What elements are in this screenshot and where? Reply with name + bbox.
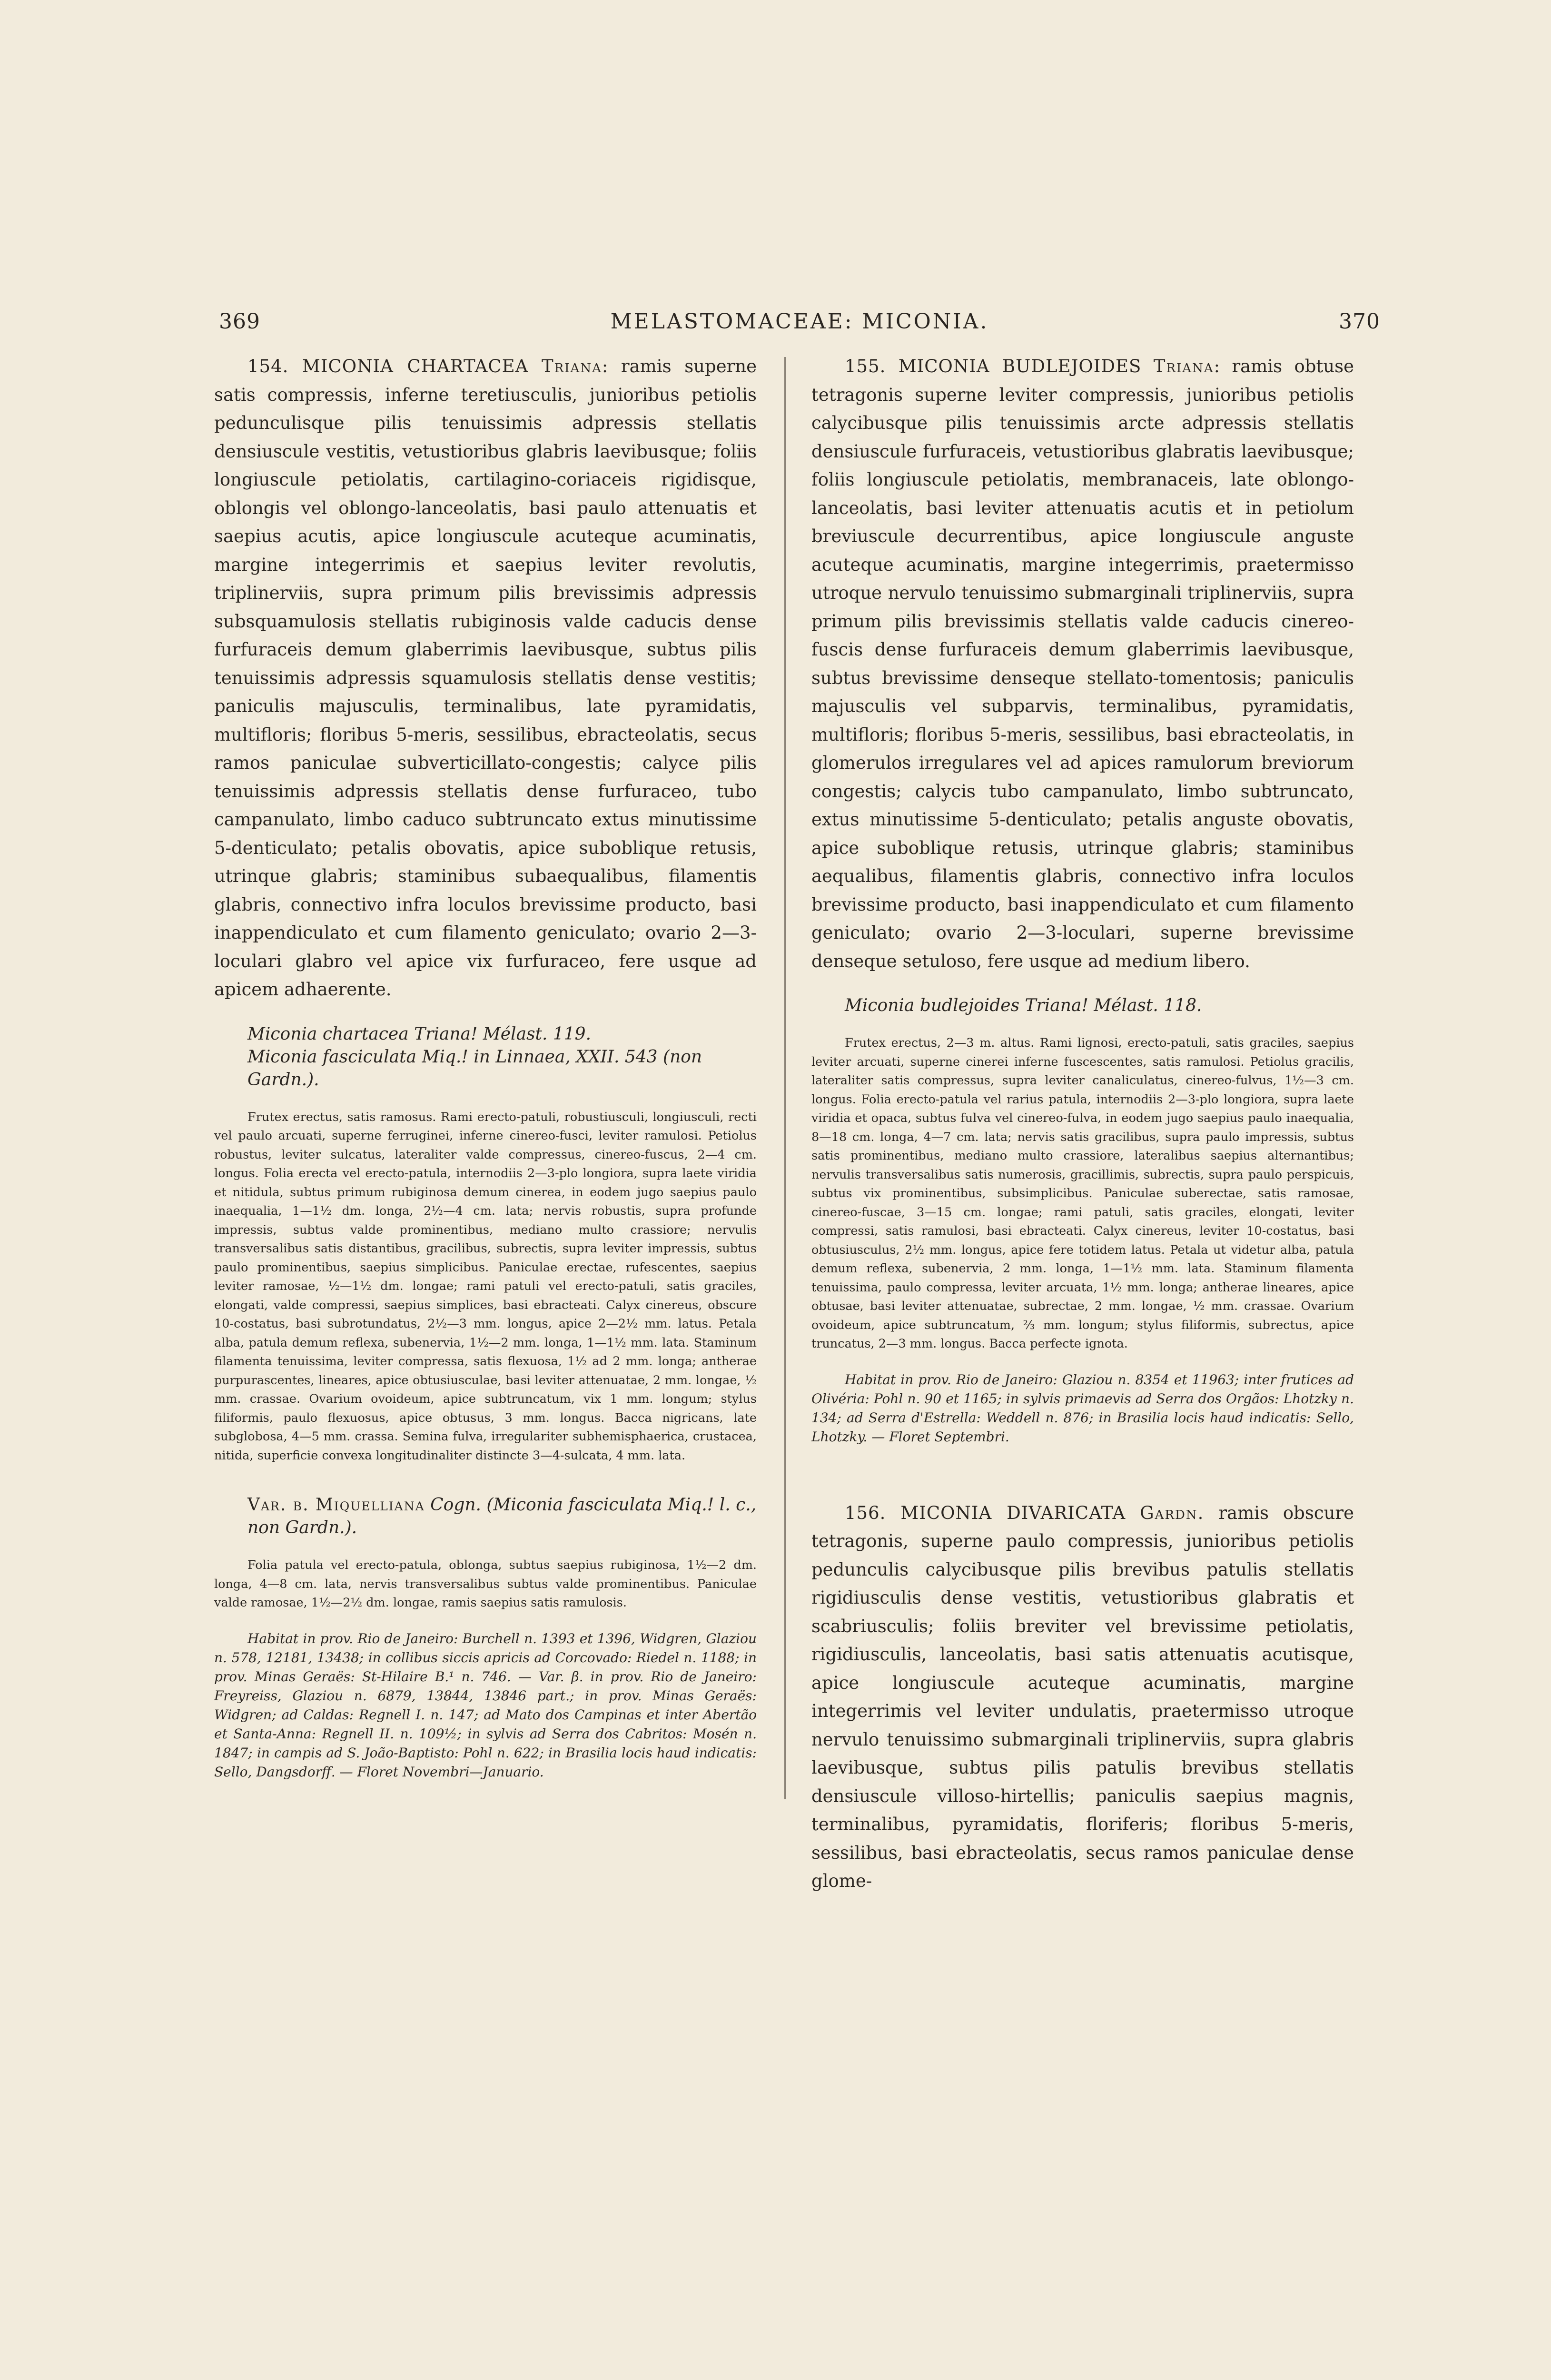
species-156-description (811, 1499, 1354, 1895)
page-header (219, 309, 1380, 338)
variety-beta-reference: Cogn. (Miconia fasciculata Miq.! l. c., non Gardn.). (247, 1495, 757, 1537)
species-156-heading: 156. MICONIA DIVARICATA (845, 1502, 1126, 1523)
species-155-detailed-description: Frutex erectus, 2—3 m. altus. Rami lignosi, erecto-patuli, satis graciles, saepius leviter arcuati, superne cinerei inferne fuscescentes, satis ramulosi. Petiolus gracilis, lateraliter satis compressus, supra leviter canaliculatus, cinereo-fulvus, 1½—3 cm. longus. Folia erecto-patula vel rarius patula, internodiis 2—3-plo longiora, supra laete viridia et opaca, subtus fulva vel cinereo-fulva, in eodem jugo saepius paulo inaequalia, 8—18 cm. longa, 4—7 cm. lata; nervis satis gracilibus, supra paulo impressis, subtus satis prominentibus, mediano multo crassiore, lateralibus saepius alternantibus; nervulis transversalibus satis numerosis, gracillimis, subrectis, supra paulo perspicuis, subtus vix prominentibus, subsimplicibus. Paniculae suberectae, satis ramosae, cinereo-fuscae, 3—15 cm. longae; rami patuli, satis graciles, elongati, leviter compressi, satis ramulosi, basi ebracteati. Calyx cinereus, leviter 10-costatus, basi obtusiusculus, 2½ mm. longus, apice fere totidem latus. Petala ut videtur alba, patula demum reflexa, subenervia, 2 mm. longa, 1—1½ mm. lata. Staminum filamenta tenuissima, paulo compressa, leviter arcuata, 1½ mm. longa; antherae lineares, apice obtusae, basi leviter attenuatae, subrectae, 2 mm. longae, ½ mm. crassae. Ovarium ovoideum, apice subtruncatum, ⅔ mm. longum; stylus filiformis, subrectus, apice truncatus, 2—3 mm. longus. Bacca perfecte ignota. (811, 1036, 1354, 1351)
species-155-diagnosis: : ramis obtuse tetragonis superne leviter compressis, junioribus petiolis calycibusque pilis tenuissimis arcte adpressis stellatis densiuscule furfuraceis, vetustioribus glabratis laevibusque; foliis longiuscule petiolatis, membranaceis, late oblongo-lanceolatis, basi leviter attenuatis acutis et in petiolum breviuscule decurrentibus, apice longiuscule anguste acuteque acuminatis, margine integerrimis, praetermisso utroque nervulo tenuissimo submarginali triplinerviis, supra primum pilis brevissimis stellatis valde caducis cinereo-fuscis dense furfuraceis demum glaberrimis laevibusque, subtus brevissime denseque stellato-tomentosis; paniculis majusculis vel subparvis, terminalibus, pyramidatis, multifloris; floribus 5-meris, sessilibus, basi ebracteolatis, in glomerulos irregulares vel ad apices ramulorum breviorum congestis; calycis tubo campanulato, limbo subtruncato, extus minutissime 5-denticulato; petalis anguste obovatis, apice suboblique retusis, utrinque glabris; staminibus aequalibus, filamentis glabris, connectivo infra loculos brevissime producto, basi inappendiculato et cum filamento geniculato; ovario 2—3-loculari, superne brevissime denseque setuloso, fere usque ad medium libero. (811, 356, 1354, 972)
species-154-references (214, 1023, 757, 1091)
species-154-ref-1: Miconia chartacea Triana! Mélast. 119. (247, 1024, 592, 1044)
species-156-diagnosis: ramis obscure tetragonis, superne paulo compressis, junioribus petiolis pedunculis calycibusque pilis brevibus patulis stellatis rigidiusculis dense vestitis, vetustioribus glabratis et scabriusculis; foliis breviter vel brevissime petiolatis, rigidiusculis, lanceolatis, basi satis attenuatis acutisque, apice longiuscule acuteque acuminatis, margine integerrimis vel leviter undulatis, praetermisso utroque nervulo tenuissimo submarginali triplinerviis, supra glabris laevibusque, subtus pilis patulis brevibus stellatis densiuscule villoso-hirtellis; paniculis saepius magnis, terminalibus, pyramidatis, floriferis; floribus 5-meris, sessilibus, basi ebracteolatis, secus ramos paniculae dense glome- (811, 1502, 1354, 1891)
species-154-author: Triana (542, 356, 602, 377)
species-154-ref-2: Miconia fasciculata Miq.! in Linnaea, XXII. 543 (non Gardn.). (247, 1047, 702, 1090)
species-154-habitat: Habitat in prov. Rio de Janeiro: Burchell n. 1393 et 1396, Widgren, Glaziou n. 578, 12181, 13438; in collibus siccis apricis ad Corcovado: Riedel n. 1188; in prov. Minas Geraës: St-Hilaire B.¹ n. 746. — Var. β. in prov. Rio de Janeiro: Freyreiss, Glaziou n. 6879, 13844, 13846 part.; in prov. Minas Geraës: Widgren; ad Caldas: Regnell I. n. 147; ad Mato dos Campinas et inter Abertão et Santa-Anna: Regnell II. n. 109½; in sylvis ad Serra dos Cabritos: Mosén n. 1847; in campis ad S. João-Baptisto: Pohl n. 622; in Brasilia locis haud indicatis: Sello, Dangsdorff. — Floret Novembri—Januario. (214, 1630, 757, 1780)
running-title: MELASTOMACEAE: MICONIA. (610, 309, 989, 334)
left-column (214, 352, 757, 1782)
species-155-author: Triana (1153, 356, 1214, 377)
species-156-author: Gardn. (1140, 1502, 1205, 1523)
right-column (811, 352, 1354, 1895)
species-154-description (214, 352, 757, 1004)
species-155-ref-1: Miconia budlejoides Triana! Mélast. 118. (845, 996, 1202, 1015)
variety-beta-description: Folia patula vel erecto-patula, oblonga, subtus saepius rubiginosa, 1½—2 dm. longa, 4—8 cm. lata, nervis transversalibus subtus valde prominentibus. Paniculae valde ramosae, 1½—2½ dm. longae, ramis saepius satis ramulosis. (214, 1558, 757, 1610)
species-155-references (811, 994, 1354, 1017)
species-155-description (811, 352, 1354, 975)
species-154-heading: 154. MICONIA CHARTACEA (247, 356, 529, 377)
column-divider (784, 357, 786, 1799)
page-number-right: 370 (1339, 309, 1380, 334)
species-154-diagnosis: : ramis superne satis compressis, inferne teretiusculis, junioribus petiolis pedunculisque pilis tenuissimis adpressis stellatis densiuscule vestitis, vetustioribus glabris laevibusque; foliis longiuscule petiolatis, cartilagino-coriaceis rigidisque, oblongis vel oblongo-lanceolatis, basi paulo attenuatis et saepius acutis, apice longiuscule acuteque acuminatis, margine integerrimis et saepius leviter revolutis, triplinerviis, supra primum pilis brevissimis adpressis subsquamulosis stellatis rubiginosis valde caducis dense furfuraceis demum glaberrimis laevibusque, subtus pilis tenuissimis adpressis squamulosis stellatis dense vestitis; paniculis majusculis, terminalibus, late pyramidatis, multifloris; floribus 5-meris, sessilibus, ebracteolatis, secus ramos paniculae subverticillato-congestis; calyce pilis tenuissimis adpressis stellatis dense furfuraceo, tubo campanulato, limbo caduco subtruncato extus minutissime 5-denticulato; petalis obovatis, apice suboblique retusis, utrinque glabris; staminibus subaequalibus, filamentis glabris, connectivo infra loculos brevissime producto, basi inappendiculato et cum filamento geniculato; ovario 2—3-loculari glabro vel apice vix furfuraceo, fere usque ad apicem adhaerente. (214, 356, 757, 1000)
page-number-left: 369 (219, 309, 260, 334)
species-155-habitat: Habitat in prov. Rio de Janeiro: Glaziou n. 8354 et 11963; inter frutices ad Olivéria: Pohl n. 90 et 1165; in sylvis primaevis ad Serra dos Orgãos: Lhotzky n. 134; ad Serra d'Estrella: Weddell n. 876; in Brasilia locis haud indicatis: Sello, Lhotzky. — Floret Septembri. (811, 1371, 1354, 1445)
variety-beta (214, 1494, 757, 1539)
species-155-heading: 155. MICONIA BUDLEJOIDES (845, 356, 1142, 377)
species-154-detailed-description: Frutex erectus, satis ramosus. Rami erecto-patuli, robustiusculi, longiusculi, recti vel paulo arcuati, superne ferruginei, inferne cinereo-fusci, leviter ramulosi. Petiolus robustus, leviter sulcatus, lateraliter valde compressus, cinereo-fuscus, 2—4 cm. longus. Folia erecta vel erecto-patula, internodiis 2—3-plo longiora, supra laete viridia et nitidula, subtus primum rubiginosa demum cinerea, in eodem jugo saepius paulo inaequalia, 1—1½ dm. longa, 2½—4 cm. lata; nervis robustis, supra profunde impressis, subtus valde prominentibus, mediano multo crassiore; nervulis transversalibus satis distantibus, gracilibus, subrectis, supra leviter impressis, subtus paulo prominentibus, saepius simplicibus. Paniculae erectae, rufescentes, saepius leviter ramosae, ½—1½ dm. longae; rami patuli vel erecto-patuli, satis graciles, elongati, valde compressi, saepius simplices, basi ebracteati. Calyx cinereus, obscure 10-costatus, basi subrotundatus, 2½—3 mm. longus, apice 2—2½ mm. latus. Petala alba, patula demum reflexa, subenervia, 1½—2 mm. longa, 1—1½ mm. lata. Staminum filamenta tenuissima, leviter compressa, satis flexuosa, 1½ ad 2 mm. longa; antherae purpurascentes, lineares, apice obtusiusculae, basi leviter attenuatae, 2 mm. longae, ½ mm. crassae. Ovarium ovoideum, apice subtruncatum, vix 1 mm. longum; stylus filiformis, paulo flexuosus, apice obtusus, 3 mm. longus. Bacca nigricans, late subglobosa, 4—5 mm. crassa. Semina fulva, irregulariter subhemisphaerica, crustacea, nitida, superficie convexa longitudinaliter distincte 3—4-sulcata, 4 mm. lata. (214, 1110, 757, 1463)
variety-beta-heading: Var. β. Miquelliana (247, 1495, 425, 1515)
